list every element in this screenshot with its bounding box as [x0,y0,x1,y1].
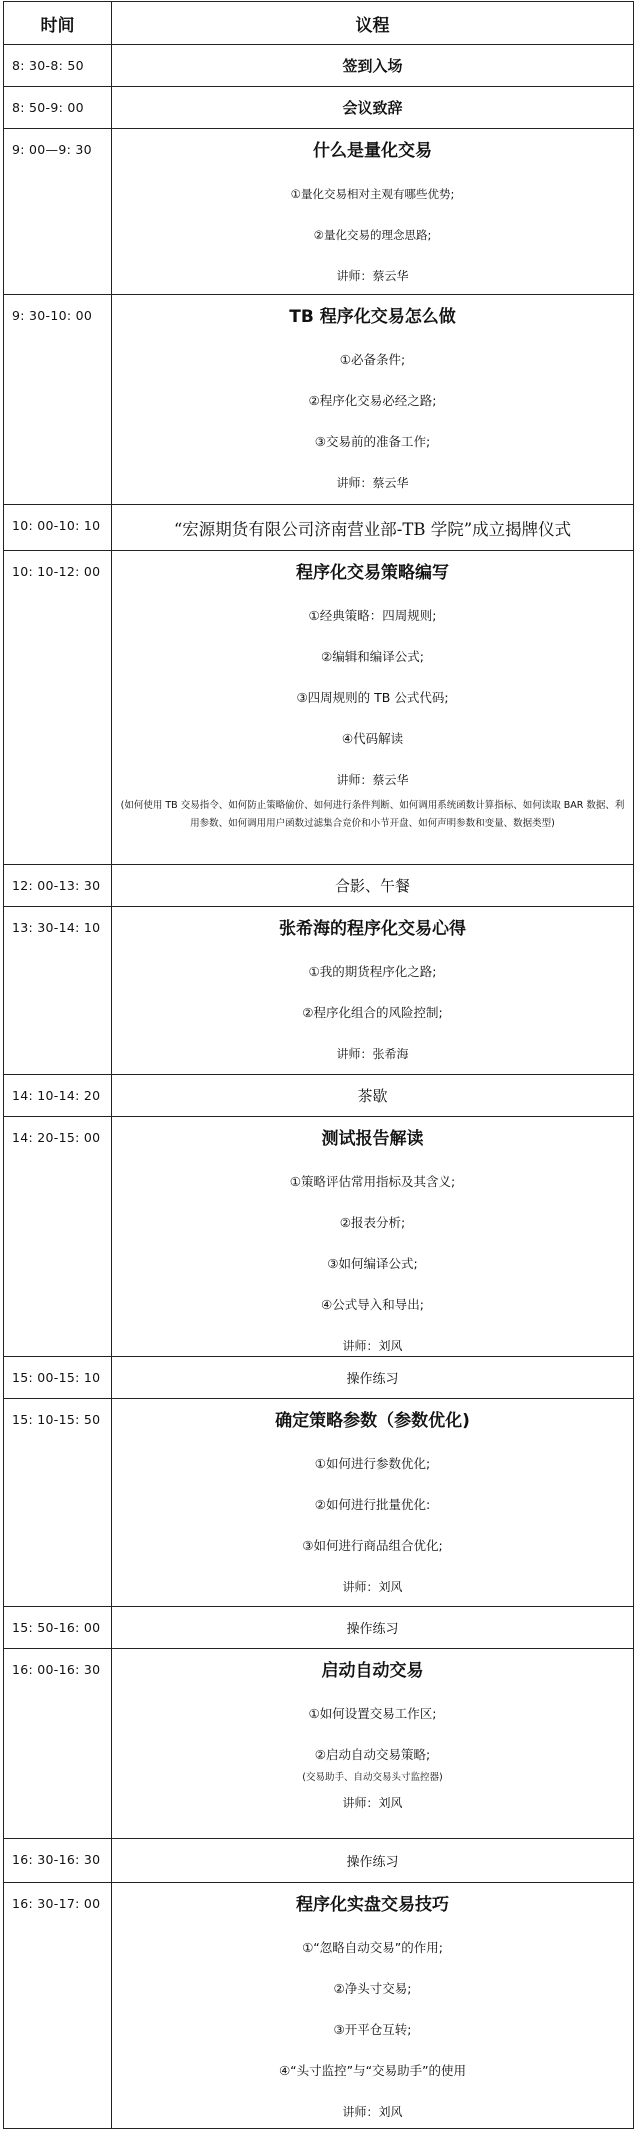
header-row [4,2,634,45]
session-item: ③四周规则的 TB 公式代码; [296,690,449,705]
session-item: ②报表分析; [339,1215,406,1230]
time-cell: 14: 10-14: 20 [4,1075,112,1117]
session-title: 启动自动交易 [321,1661,424,1681]
session-item: ④公式导入和导出; [321,1297,424,1312]
speaker: 讲师：刘风 [342,1339,403,1353]
session-item: ①如何进行参数优化; [314,1456,431,1471]
table-row [4,551,634,865]
session-title: 确定策略参数（参数优化) [275,1411,470,1431]
session-cell [112,1649,634,1839]
time-cell: 12: 00-13: 30 [4,865,112,907]
time-cell: 15: 10-15: 50 [4,1399,112,1607]
table-row [4,1839,634,1883]
header-agenda: 议程 [112,2,634,45]
session-title: 张希海的程序化交易心得 [279,919,466,939]
session-cell [112,295,634,505]
time-cell: 15: 00-15: 10 [4,1357,112,1399]
table-row [4,505,634,551]
header-time: 时间 [4,2,112,45]
table-row [4,1117,634,1357]
session-item: ②量化交易的理念思路; [313,228,432,242]
session-item: ③交易前的准备工作; [314,434,431,449]
table-row [4,87,634,129]
session-cell [112,1117,634,1357]
speaker: 讲师：蔡云华 [336,773,409,787]
session-item: ①策略评估常用指标及其含义; [289,1174,456,1189]
time-cell: 14: 20-15: 00 [4,1117,112,1357]
session-item: ③如何编译公式; [327,1256,418,1271]
table-row [4,1399,634,1607]
table-row [4,865,634,907]
session-title: 什么是量化交易 [313,141,432,161]
session-title: 会议致辞 [112,87,634,129]
table-row [4,129,634,295]
session-item: ③开平仓互转; [333,2022,412,2037]
session-title: 签到入场 [112,45,634,87]
time-cell: 8: 50-9: 00 [4,87,112,129]
table-row [4,1607,634,1649]
table-row [4,1649,634,1839]
session-item: ②启动自动交易策略; [314,1747,431,1762]
session-item: ②如何进行批量优化: [314,1497,431,1512]
table-row [4,45,634,87]
session-item: ③如何进行商品组合优化; [302,1538,443,1553]
session-item: ②净头寸交易; [333,1981,412,1996]
session-item: ②程序化组合的风险控制; [302,1005,443,1020]
speaker: 讲师：刘风 [342,1796,403,1810]
session-item: ②程序化交易必经之路; [308,393,437,408]
agenda-table [3,1,634,2129]
speaker: 讲师：刘风 [342,2105,403,2119]
session-title: “宏源期货有限公司济南营业部-TB 学院”成立揭牌仪式 [112,505,634,551]
session-cell [112,1399,634,1607]
table-row [4,1075,634,1117]
session-cell [112,1883,634,2129]
time-cell: 9: 00—9: 30 [4,129,112,295]
time-cell: 9: 30-10: 00 [4,295,112,505]
session-item: ④“头寸监控”与“交易助手”的使用 [278,2063,467,2078]
session-cell [112,551,634,865]
session-title: 合影、午餐 [112,865,634,907]
session-cell [112,907,634,1075]
time-cell: 13: 30-14: 10 [4,907,112,1075]
time-cell: 15: 50-16: 00 [4,1607,112,1649]
time-cell: 16: 00-16: 30 [4,1649,112,1839]
session-title: 测试报告解读 [321,1129,424,1149]
session-note: (如何使用 TB 交易指令、如何防止策略偷价、如何进行条件判断、如何调用系统函数计算指标、如何读取 BAR 数据、利用参数、如何调用用户函数过滤集合竞价和小节开盘、如何声明参数和变量、数据类型) [120,800,625,829]
table-row [4,295,634,505]
session-item: ①如何设置交易工作区; [308,1706,437,1721]
session-title: 操作练习 [112,1357,634,1399]
session-item: ①经典策略：四周规则; [308,608,437,623]
session-title: 程序化交易策略编写 [296,563,449,583]
time-cell: 10: 00-10: 10 [4,505,112,551]
session-item: ①我的期货程序化之路; [308,964,437,979]
time-cell: 8: 30-8: 50 [4,45,112,87]
table-row [4,1883,634,2129]
session-item: ①必备条件; [339,352,406,367]
time-cell: 10: 10-12: 00 [4,551,112,865]
session-item: ②编辑和编译公式; [321,649,424,664]
session-title: 操作练习 [112,1839,634,1883]
table-row [4,907,634,1075]
session-title: 程序化实盘交易技巧 [296,1895,449,1915]
session-title: 茶歇 [112,1075,634,1117]
session-title: TB 程序化交易怎么做 [289,307,456,327]
speaker: 讲师：张希海 [336,1047,409,1061]
table-row [4,1357,634,1399]
session-item: ①量化交易相对主观有哪些优势; [290,187,455,201]
session-note: (交易助手、自动交易头寸监控器) [302,1772,443,1783]
session-item: ①“忽略自动交易”的作用; [302,1940,443,1955]
speaker: 讲师：蔡云华 [336,269,409,283]
speaker: 讲师：刘风 [342,1580,403,1594]
session-cell [112,129,634,295]
session-title: 操作练习 [112,1607,634,1649]
speaker: 讲师：蔡云华 [336,476,409,490]
time-cell: 16: 30-17: 00 [4,1883,112,2129]
time-cell: 16: 30-16: 30 [4,1839,112,1883]
session-item: ④代码解读 [341,731,404,746]
